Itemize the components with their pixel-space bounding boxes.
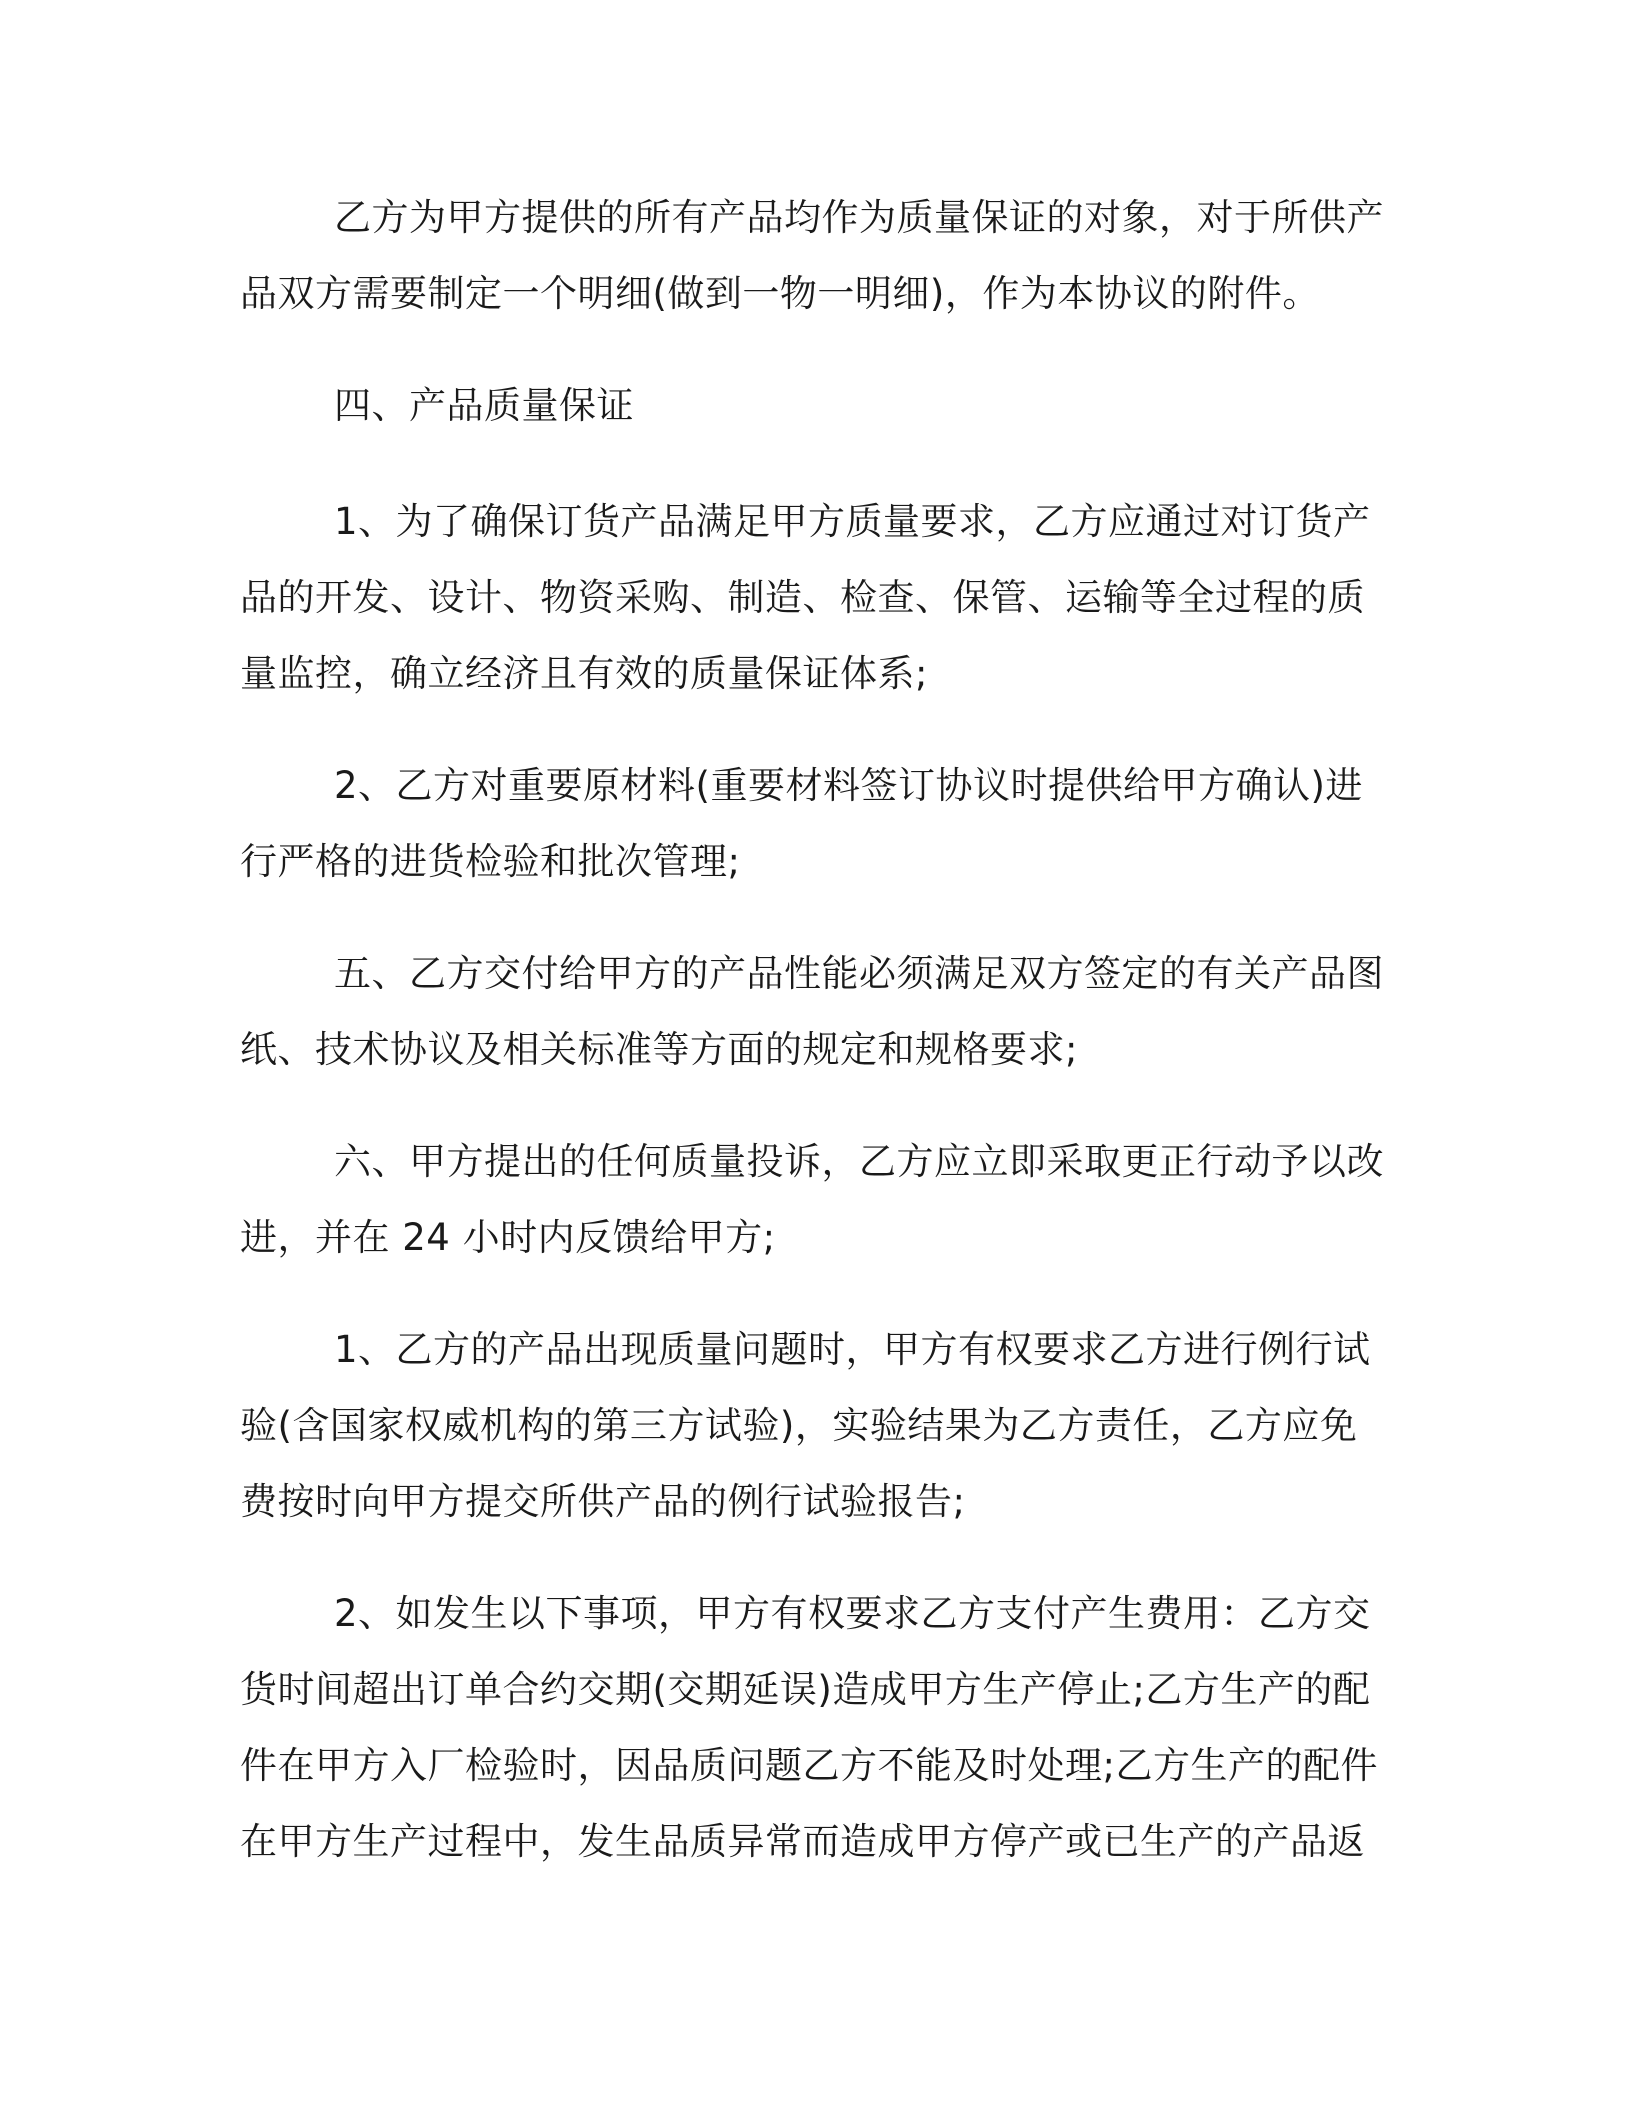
paragraph-clause-4-1: 1、为了确保订货产品满足甲方质量要求，乙方应通过对订货产品的开发、设计、物资采购、制造、检查、保管、运输等全过程的质量监控，确立经济且有效的质量保证体系;	[240, 500, 1371, 695]
paragraph-quality-scope: 乙方为甲方提供的所有产品均作为质量保证的对象，对于所供产品双方需要制定一个明细(做到一物一明细)，作为本协议的附件。	[240, 196, 1384, 315]
paragraph-section-5: 五、乙方交付给甲方的产品性能必须满足双方签定的有关产品图纸、技术协议及相关标准等方面的规定和规格要求;	[240, 952, 1384, 1071]
paragraph-clause-6-1: 1、乙方的产品出现质量问题时，甲方有权要求乙方进行例行试验(含国家权威机构的第三方试验)，实验结果为乙方责任，乙方应免费按时向甲方提交所供产品的例行试验报告;	[240, 1328, 1371, 1523]
document-body	[240, 180, 1390, 1916]
paragraph-clause-6-2: 2、如发生以下事项，甲方有权要求乙方支付产生费用：乙方交货时间超出订单合约交期(交期延误)造成甲方生产停止;乙方生产的配件在甲方入厂检验时，因品质问题乙方不能及时处理;乙方生产的配件在甲方生产过程中，发生品质异常而造成甲方停产或已生产的产品返	[240, 1592, 1378, 1863]
paragraph-section-6: 六、甲方提出的任何质量投诉，乙方应立即采取更正行动予以改进，并在 24 小时内反馈给甲方;	[240, 1140, 1384, 1259]
paragraph-clause-4-2: 2、乙方对重要原材料(重要材料签订协议时提供给甲方确认)进行严格的进货检验和批次管理;	[240, 764, 1363, 883]
section-heading-product-quality: 四、产品质量保证	[334, 384, 634, 427]
